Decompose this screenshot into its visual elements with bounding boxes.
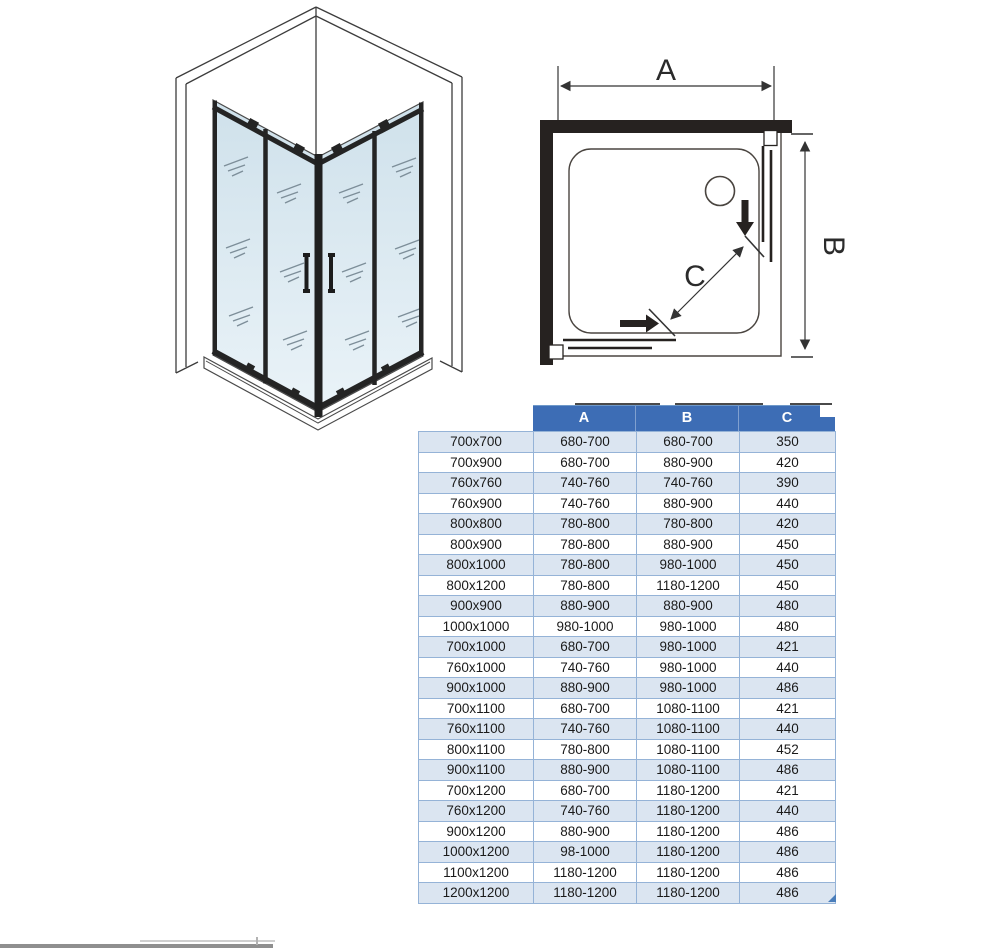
dimension-b bbox=[791, 134, 813, 357]
window-edge-line bbox=[140, 940, 275, 942]
dimension-cell[interactable]: 740-760 bbox=[534, 719, 637, 740]
table-row[interactable] bbox=[419, 719, 836, 740]
table-row[interactable] bbox=[419, 494, 836, 515]
size-table-header bbox=[533, 405, 835, 431]
size-cell[interactable]: 800x900 bbox=[419, 535, 534, 556]
dimension-cell[interactable]: 1180-1200 bbox=[637, 576, 740, 597]
size-cell[interactable]: 800x1000 bbox=[419, 555, 534, 576]
dimension-cell[interactable]: 780-800 bbox=[534, 535, 637, 556]
size-cell[interactable]: 700x1000 bbox=[419, 637, 534, 658]
size-cell[interactable]: 760x1100 bbox=[419, 719, 534, 740]
dimension-cell[interactable]: 980-1000 bbox=[637, 678, 740, 699]
size-cell[interactable]: 700x700 bbox=[419, 432, 534, 453]
dimension-cell[interactable]: 740-760 bbox=[637, 473, 740, 494]
dimension-cell[interactable]: 421 bbox=[740, 637, 836, 658]
table-row[interactable] bbox=[419, 678, 836, 699]
dimension-cell[interactable]: 680-700 bbox=[637, 432, 740, 453]
dimension-cell[interactable]: 421 bbox=[740, 699, 836, 720]
table-row[interactable] bbox=[419, 576, 836, 597]
column-header-c[interactable]: C bbox=[781, 410, 793, 426]
dimension-cell[interactable]: 486 bbox=[740, 822, 836, 843]
dimension-cell[interactable]: 1180-1200 bbox=[534, 883, 637, 904]
table-row[interactable] bbox=[419, 842, 836, 863]
dimension-cell[interactable]: 440 bbox=[740, 658, 836, 679]
dimension-cell[interactable]: 480 bbox=[740, 596, 836, 617]
dimension-cell[interactable]: 880-900 bbox=[637, 494, 740, 515]
size-cell[interactable]: 900x1100 bbox=[419, 760, 534, 781]
dimension-cell[interactable]: 980-1000 bbox=[637, 658, 740, 679]
dimension-cell[interactable]: 780-800 bbox=[637, 514, 740, 535]
dimension-cell[interactable]: 486 bbox=[740, 678, 836, 699]
size-cell[interactable]: 800x1100 bbox=[419, 740, 534, 761]
dimension-cell[interactable]: 420 bbox=[740, 514, 836, 535]
dimension-cell[interactable]: 440 bbox=[740, 494, 836, 515]
dimension-cell[interactable]: 880-900 bbox=[534, 678, 637, 699]
dimension-cell[interactable]: 440 bbox=[740, 801, 836, 822]
dimension-cell[interactable]: 880-900 bbox=[637, 596, 740, 617]
dimension-cell[interactable]: 1180-1200 bbox=[637, 842, 740, 863]
table-row[interactable] bbox=[419, 473, 836, 494]
dim-a-label: A bbox=[655, 54, 677, 87]
window-edge-tick bbox=[256, 937, 258, 945]
dimension-cell[interactable]: 452 bbox=[740, 740, 836, 761]
slide-arrow-down bbox=[736, 200, 754, 236]
dimension-cell[interactable]: 486 bbox=[740, 883, 836, 904]
drain-circle bbox=[706, 177, 735, 206]
dimension-cell[interactable]: 486 bbox=[740, 842, 836, 863]
table-row[interactable] bbox=[419, 740, 836, 761]
slide-arrow-right bbox=[620, 315, 659, 333]
size-cell[interactable]: 900x900 bbox=[419, 596, 534, 617]
dimension-cell[interactable]: 1180-1200 bbox=[637, 883, 740, 904]
size-cell[interactable]: 900x1200 bbox=[419, 822, 534, 843]
size-cell[interactable]: 1100x1200 bbox=[419, 863, 534, 884]
dimension-cell[interactable]: 450 bbox=[740, 576, 836, 597]
dimension-cell[interactable]: 980-1000 bbox=[637, 617, 740, 638]
size-cell[interactable]: 1200x1200 bbox=[419, 883, 534, 904]
window-edge-artifact bbox=[0, 944, 273, 948]
isometric-shower-diagram bbox=[160, 0, 480, 445]
table-row[interactable] bbox=[419, 801, 836, 822]
size-table bbox=[418, 405, 836, 904]
table-row[interactable] bbox=[419, 822, 836, 843]
size-cell[interactable]: 800x1200 bbox=[419, 576, 534, 597]
dimension-cell[interactable]: 980-1000 bbox=[534, 617, 637, 638]
size-table-body bbox=[418, 431, 836, 904]
table-row[interactable] bbox=[419, 596, 836, 617]
dimension-cell[interactable]: 780-800 bbox=[534, 576, 637, 597]
dimension-cell[interactable]: 420 bbox=[740, 453, 836, 474]
dimension-cell[interactable]: 450 bbox=[740, 555, 836, 576]
size-cell[interactable]: 1000x1200 bbox=[419, 842, 534, 863]
size-cell[interactable]: 900x1000 bbox=[419, 678, 534, 699]
dimension-cell[interactable]: 680-700 bbox=[534, 432, 637, 453]
dimension-cell[interactable]: 740-760 bbox=[534, 473, 637, 494]
table-row[interactable] bbox=[419, 637, 836, 658]
corner-post bbox=[315, 154, 323, 417]
size-cell[interactable]: 760x1200 bbox=[419, 801, 534, 822]
dimension-cell[interactable]: 780-800 bbox=[534, 514, 637, 535]
dimension-cell[interactable]: 880-900 bbox=[534, 596, 637, 617]
table-row[interactable] bbox=[419, 535, 836, 556]
size-cell[interactable]: 700x1200 bbox=[419, 781, 534, 802]
dimension-cell[interactable]: 740-760 bbox=[534, 494, 637, 515]
dimension-cell[interactable]: 680-700 bbox=[534, 453, 637, 474]
dimension-cell[interactable]: 1180-1200 bbox=[637, 781, 740, 802]
selection-handle-triangle bbox=[828, 894, 836, 902]
dimension-cell[interactable]: 390 bbox=[740, 473, 836, 494]
column-header-a[interactable]: A bbox=[533, 406, 636, 431]
dimension-cell[interactable]: 740-760 bbox=[534, 801, 637, 822]
dimension-cell[interactable]: 1080-1100 bbox=[637, 760, 740, 781]
dimension-cell[interactable]: 1180-1200 bbox=[637, 801, 740, 822]
dim-c-label: C bbox=[684, 260, 706, 293]
dimension-cell[interactable]: 1080-1100 bbox=[637, 740, 740, 761]
dim-b-label: B bbox=[817, 235, 850, 257]
table-row[interactable] bbox=[419, 760, 836, 781]
dimension-cell[interactable]: 1080-1100 bbox=[637, 719, 740, 740]
table-row[interactable] bbox=[419, 883, 836, 904]
plan-view-diagram bbox=[525, 45, 870, 390]
table-row[interactable] bbox=[419, 453, 836, 474]
size-cell[interactable]: 700x900 bbox=[419, 453, 534, 474]
right-door-panels bbox=[763, 131, 777, 263]
size-cell[interactable]: 760x760 bbox=[419, 473, 534, 494]
dimension-cell[interactable]: 880-900 bbox=[637, 453, 740, 474]
dimension-cell[interactable]: 421 bbox=[740, 781, 836, 802]
dimension-cell[interactable]: 1180-1200 bbox=[637, 863, 740, 884]
table-row[interactable] bbox=[419, 699, 836, 720]
column-header-b[interactable]: B bbox=[636, 406, 739, 431]
table-row[interactable] bbox=[419, 781, 836, 802]
header-corner-notch bbox=[820, 405, 835, 417]
dimension-cell[interactable]: 780-800 bbox=[534, 555, 637, 576]
dimension-c bbox=[649, 236, 764, 336]
dimension-cell[interactable]: 486 bbox=[740, 863, 836, 884]
dimension-cell[interactable]: 880-900 bbox=[534, 760, 637, 781]
size-cell[interactable]: 700x1100 bbox=[419, 699, 534, 720]
dimension-cell[interactable]: 880-900 bbox=[637, 535, 740, 556]
size-cell[interactable]: 760x900 bbox=[419, 494, 534, 515]
size-cell[interactable]: 760x1000 bbox=[419, 658, 534, 679]
size-cell[interactable]: 1000x1000 bbox=[419, 617, 534, 638]
table-row[interactable] bbox=[419, 514, 836, 535]
table-row[interactable] bbox=[419, 617, 836, 638]
dimension-cell[interactable]: 1180-1200 bbox=[637, 822, 740, 843]
size-cell[interactable]: 800x800 bbox=[419, 514, 534, 535]
dimension-cell[interactable]: 486 bbox=[740, 760, 836, 781]
table-row[interactable] bbox=[419, 555, 836, 576]
dimension-cell[interactable]: 450 bbox=[740, 535, 836, 556]
dimension-cell[interactable]: 1080-1100 bbox=[637, 699, 740, 720]
dimension-cell[interactable]: 350 bbox=[740, 432, 836, 453]
dimension-cell[interactable]: 440 bbox=[740, 719, 836, 740]
table-row[interactable] bbox=[419, 658, 836, 679]
table-row[interactable] bbox=[419, 432, 836, 453]
dimension-cell[interactable]: 1180-1200 bbox=[534, 863, 637, 884]
dimension-cell[interactable]: 780-800 bbox=[534, 740, 637, 761]
plan-enclosure bbox=[553, 133, 781, 356]
dimension-cell[interactable]: 98-1000 bbox=[534, 842, 637, 863]
dimension-cell[interactable]: 680-700 bbox=[534, 637, 637, 658]
dimension-cell[interactable]: 740-760 bbox=[534, 658, 637, 679]
dimension-cell[interactable]: 480 bbox=[740, 617, 836, 638]
dimension-cell[interactable]: 880-900 bbox=[534, 822, 637, 843]
dimension-cell[interactable]: 980-1000 bbox=[637, 637, 740, 658]
dimension-cell[interactable]: 680-700 bbox=[534, 699, 637, 720]
table-row[interactable] bbox=[419, 863, 836, 884]
dimension-cell[interactable]: 980-1000 bbox=[637, 555, 740, 576]
dimension-cell[interactable]: 680-700 bbox=[534, 781, 637, 802]
